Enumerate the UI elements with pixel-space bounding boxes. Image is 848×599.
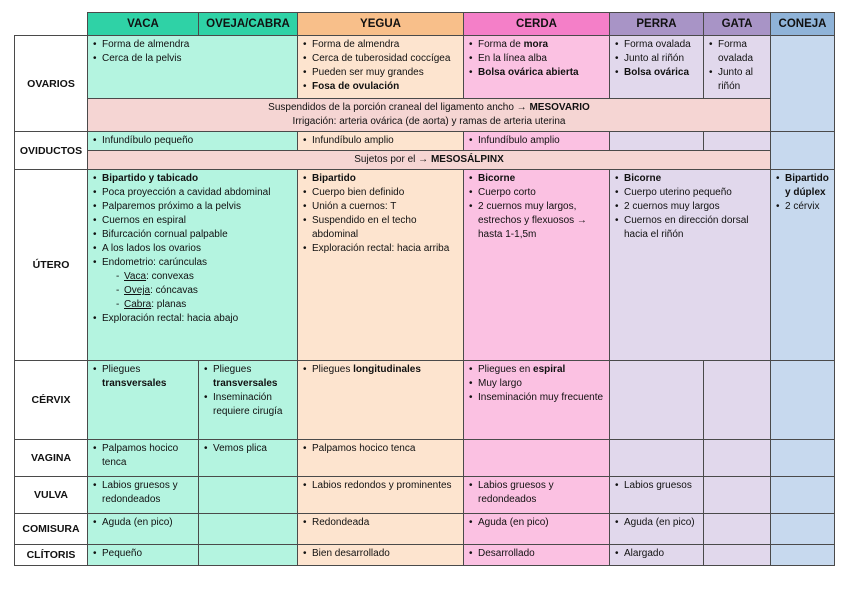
rowhead-cervix: CÉRVIX xyxy=(15,361,88,440)
list-item: • Bicorne xyxy=(478,172,605,186)
cell-vagina-cerda xyxy=(464,440,610,477)
list-item: • Cuerpo bien definido xyxy=(312,186,459,200)
list-item: • Labios gruesos xyxy=(624,479,699,493)
cell-ovarios-vaca xyxy=(88,36,298,99)
sub-list-item: - Vaca: convexas xyxy=(124,270,293,284)
cell-clitoris-gata xyxy=(704,545,771,566)
row-ovarios xyxy=(15,36,835,99)
list-item: • Bipartido y dúplex xyxy=(785,172,830,200)
header-gata: GATA xyxy=(704,13,771,36)
header-yegua: YEGUA xyxy=(298,13,464,36)
list-item: • Fosa de ovulación xyxy=(312,80,459,94)
cell-comisura-perra xyxy=(610,514,704,545)
list-item: • Bolsa ovárica xyxy=(624,66,699,80)
cell-vulva-perra xyxy=(610,477,704,514)
rowhead-oviductos: OVIDUCTOS xyxy=(15,132,88,170)
list-item: • Pueden ser muy grandes xyxy=(312,66,459,80)
cell-clitoris-perra xyxy=(610,545,704,566)
list-item: • Labios gruesos y redondeados xyxy=(102,479,194,507)
list-item: • Palpamos hocico tenca xyxy=(102,442,194,470)
rowhead-vagina: VAGINA xyxy=(15,440,88,477)
list-item: • Labios redondos y prominentes xyxy=(312,479,459,493)
row-ovarios-merge xyxy=(15,99,835,132)
cell-comisura-gata xyxy=(704,514,771,545)
cell-vulva-vaca xyxy=(88,477,199,514)
cell-comisura-coneja xyxy=(771,514,835,545)
cell-cervix-cerda xyxy=(464,361,610,440)
list-item: • Infundíbulo amplio xyxy=(478,134,605,148)
cell-vagina-oveja xyxy=(199,440,298,477)
cell-ovarios-coneja xyxy=(771,36,835,132)
rowhead-vulva: VULVA xyxy=(15,477,88,514)
cell-cervix-vaca xyxy=(88,361,199,440)
cell-oviductos-gata xyxy=(704,132,771,151)
header-row xyxy=(15,13,835,36)
list-item: • Forma de almendra xyxy=(102,38,293,52)
list-item: • 2 cuernos muy largos, estrechos y flexuosos → hasta 1-1,5m xyxy=(478,200,605,242)
rowhead-comisura: COMISURA xyxy=(15,514,88,545)
cell-cervix-oveja xyxy=(199,361,298,440)
cell-utero-yegua xyxy=(298,170,464,361)
cell-vulva-cerda xyxy=(464,477,610,514)
cell-comisura-vaca xyxy=(88,514,199,545)
list-item: • En la línea alba xyxy=(478,52,605,66)
list-item: • Forma de almendra xyxy=(312,38,459,52)
list-item: • Cerca de la pelvis xyxy=(102,52,293,66)
list-item: • Alargado xyxy=(624,547,699,561)
cell-vagina-coneja xyxy=(771,440,835,477)
row-cervix xyxy=(15,361,835,440)
list-item: • Bicorne xyxy=(624,172,766,186)
cell-ovarios-cerda xyxy=(464,36,610,99)
list-item: • Redondeada xyxy=(312,516,459,530)
cell-vulva-yegua xyxy=(298,477,464,514)
list-item: • Unión a cuernos: T xyxy=(312,200,459,214)
list-item: • Bipartido y tabicado xyxy=(102,172,293,186)
cell-utero-coneja xyxy=(771,170,835,361)
rowhead-clitoris: CLÍTORIS xyxy=(15,545,88,566)
cell-clitoris-oveja xyxy=(199,545,298,566)
list-item: • 2 cuernos muy largos xyxy=(624,200,766,214)
header-perra: PERRA xyxy=(610,13,704,36)
list-item: • Junto al riñón xyxy=(624,52,699,66)
cell-ovarios-yegua xyxy=(298,36,464,99)
header-cerda: CERDA xyxy=(464,13,610,36)
list-item: • Suspendido en el techo abdominal xyxy=(312,214,459,242)
cell-utero-vaca xyxy=(88,170,298,361)
cell-comisura-cerda xyxy=(464,514,610,545)
row-utero xyxy=(15,170,835,361)
list-item: • Infundíbulo pequeño xyxy=(102,134,293,148)
cell-vagina-vaca xyxy=(88,440,199,477)
list-item: • A los lados los ovarios xyxy=(102,242,293,256)
list-item: • Junto al riñón xyxy=(718,66,766,94)
row-oviductos xyxy=(15,132,835,151)
list-item: • Aguda (en pico) xyxy=(478,516,605,530)
cell-utero-perra-gata xyxy=(610,170,771,361)
cell-cervix-yegua xyxy=(298,361,464,440)
list-item: • Poca proyección a cavidad abdominal xyxy=(102,186,293,200)
list-item: • Pliegues longitudinales xyxy=(312,363,459,377)
cell-vagina-yegua xyxy=(298,440,464,477)
list-item: • Inseminación muy frecuente xyxy=(478,391,605,405)
cell-oviductos-vaca xyxy=(88,132,298,151)
cell-clitoris-yegua xyxy=(298,545,464,566)
cell-vulva-oveja xyxy=(199,477,298,514)
cell-vagina-gata xyxy=(704,440,771,477)
cell-clitoris-vaca xyxy=(88,545,199,566)
rowhead-utero: ÚTERO xyxy=(15,170,88,361)
header-oveja-cabra: OVEJA/CABRA xyxy=(199,13,298,36)
cell-oviductos-perra xyxy=(610,132,704,151)
list-item: • Cuernos en espiral xyxy=(102,214,293,228)
header-coneja: CONEJA xyxy=(771,13,835,36)
list-item: • Cerca de tuberosidad coccígea xyxy=(312,52,459,66)
cell-vulva-gata xyxy=(704,477,771,514)
list-item: • Endometrio: carúnculas - Vaca: convexas - Oveja: cóncavas - Cabra: planas xyxy=(102,256,293,312)
list-item: • Inseminación requiere cirugía xyxy=(213,391,293,419)
rowhead-ovarios: OVARIOS xyxy=(15,36,88,132)
list-item: • Cuernos en dirección dorsal hacia el riñón xyxy=(624,214,766,242)
cell-clitoris-coneja xyxy=(771,545,835,566)
cell-ovarios-gata xyxy=(704,36,771,99)
cell-ovarios-merged-note: Suspendidos de la porción craneal del ligamento ancho → MESOVARIO Irrigación: arteria ovárica (de aorta) y ramas de arteria uterina xyxy=(88,99,771,132)
cell-comisura-oveja xyxy=(199,514,298,545)
cell-cervix-perra xyxy=(610,361,704,440)
list-item: • Bipartido xyxy=(312,172,459,186)
list-item: • Forma ovalada xyxy=(624,38,699,52)
list-item: • 2 cérvix xyxy=(785,200,830,214)
comparison-table xyxy=(14,12,835,566)
list-item: • Pliegues transversales xyxy=(213,363,293,391)
list-item: • Bifurcación cornual palpable xyxy=(102,228,293,242)
list-item: • Vemos plica xyxy=(213,442,293,456)
list-item: • Pequeño xyxy=(102,547,194,561)
cell-oviductos-yegua xyxy=(298,132,464,151)
list-item: • Muy largo xyxy=(478,377,605,391)
header-vaca: VACA xyxy=(88,13,199,36)
corner-cell xyxy=(15,13,88,36)
list-item: • Cuerpo corto xyxy=(478,186,605,200)
sub-list-item: - Oveja: cóncavas xyxy=(124,284,293,298)
cell-cervix-coneja xyxy=(771,361,835,440)
row-clitoris xyxy=(15,545,835,566)
list-item: • Pliegues transversales xyxy=(102,363,194,391)
list-item: • Cuerpo uterino pequeño xyxy=(624,186,766,200)
list-item: • Exploración rectal: hacia abajo xyxy=(102,312,293,326)
list-item: • Aguda (en pico) xyxy=(102,516,194,530)
list-item: • Pliegues en espiral xyxy=(478,363,605,377)
list-item: • Aguda (en pico) xyxy=(624,516,699,530)
list-item: • Bolsa ovárica abierta xyxy=(478,66,605,80)
row-oviductos-merge xyxy=(15,151,835,170)
cell-oviductos-cerda xyxy=(464,132,610,151)
list-item: • Exploración rectal: hacia arriba xyxy=(312,242,459,256)
row-vulva xyxy=(15,477,835,514)
list-item: • Palpamos hocico tenca xyxy=(312,442,459,456)
list-item: • Forma ovalada xyxy=(718,38,766,66)
cell-oviductos-merged-note: Sujetos por el → MESOSÁLPINX xyxy=(88,151,771,170)
sub-list-item: - Cabra: planas xyxy=(124,298,293,312)
cell-ovarios-perra xyxy=(610,36,704,99)
row-comisura xyxy=(15,514,835,545)
list-item: • Forma de mora xyxy=(478,38,605,52)
list-item: • Labios gruesos y redondeados xyxy=(478,479,605,507)
list-item: • Desarrollado xyxy=(478,547,605,561)
cell-comisura-yegua xyxy=(298,514,464,545)
list-item: • Infundíbulo amplio xyxy=(312,134,459,148)
cell-oviductos-coneja xyxy=(771,132,835,170)
cell-vulva-coneja xyxy=(771,477,835,514)
cell-utero-cerda xyxy=(464,170,610,361)
cell-clitoris-cerda xyxy=(464,545,610,566)
list-item: • Bien desarrollado xyxy=(312,547,459,561)
row-vagina xyxy=(15,440,835,477)
list-item: • Palparemos próximo a la pelvis xyxy=(102,200,293,214)
cell-cervix-gata xyxy=(704,361,771,440)
cell-vagina-perra xyxy=(610,440,704,477)
